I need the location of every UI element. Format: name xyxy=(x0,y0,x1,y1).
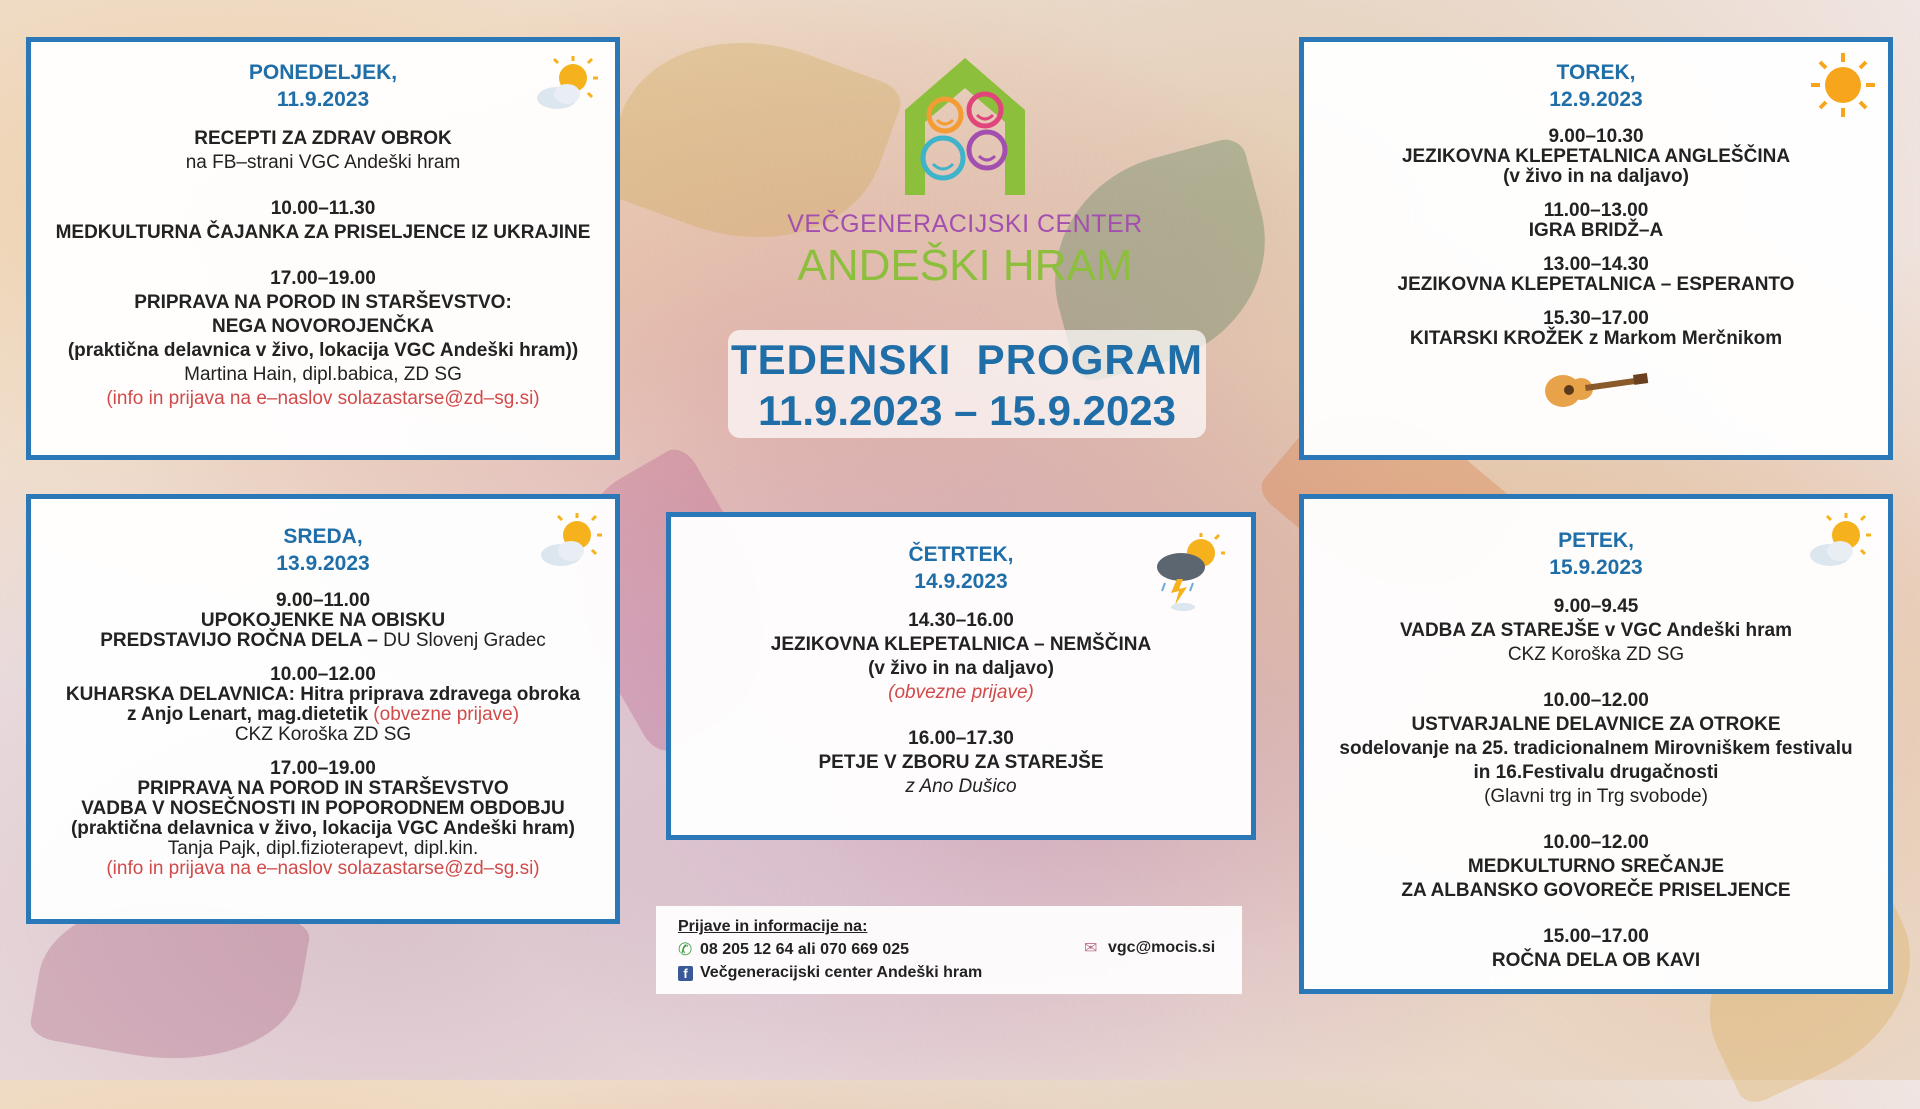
event-title: MEDKULTURNO SREČANJE xyxy=(1467,856,1725,877)
event-title: VADBA ZA STAREJŠE v VGC Andeški hram xyxy=(1399,620,1793,641)
wednesday-card xyxy=(26,494,620,924)
title-dates: 11.9.2023 – 15.9.2023 xyxy=(757,387,1177,434)
event-subtitle: in 16.Festivalu drugačnosti xyxy=(1473,762,1719,783)
event-time: 15.30–17.00 xyxy=(1543,308,1649,329)
event-title: JEZIKOVNA KLEPETALNICA – NEMŠČINA xyxy=(770,634,1152,655)
logo-line2: ANDEŠKI HRAM xyxy=(797,241,1133,290)
contact-heading: Prijave in informacije na: xyxy=(678,918,868,935)
event-time: 10.00–12.00 xyxy=(1543,690,1649,711)
event-title: (praktična delavnica v živo, lokacija VGC Andeški hram)) xyxy=(67,340,579,361)
event-time: 9.00–10.30 xyxy=(1548,126,1644,147)
event-time: 10.00–11.30 xyxy=(270,198,376,219)
event-place: (Glavni trg in Trg svobode) xyxy=(1484,786,1708,807)
event-subtitle: sodelovanje na 25. tradicionalnem Mirovniškem festivalu xyxy=(1339,738,1853,759)
event-time: 9.00–11.00 xyxy=(275,590,371,611)
event-org: CKZ Koroška ZD SG xyxy=(1507,644,1685,665)
event-time: 10.00–12.00 xyxy=(270,664,376,685)
event-title: PETJE V ZBORU ZA STAREJŠE xyxy=(818,752,1104,773)
tuesday-card xyxy=(1299,37,1893,460)
event-title: ROČNA DELA OB KAVI xyxy=(1491,950,1701,971)
event-title: ZA ALBANSKO GOVOREČE PRISELJENCE xyxy=(1401,880,1791,901)
program-title xyxy=(728,330,1206,438)
event-title: USTVARJALNE DELAVNICE ZA OTROKE xyxy=(1411,714,1781,735)
event-info: (info in prijava na e–naslov solazastarse@zd–sg.si) xyxy=(106,388,540,409)
event-time: 10.00–12.00 xyxy=(1543,832,1649,853)
event-note: (obvezne prijave) xyxy=(888,682,1034,703)
contact-box xyxy=(656,906,1242,994)
sun-icon xyxy=(1808,50,1878,127)
event-title: PRIPRAVA NA POROD IN STARŠEVSTVO xyxy=(137,778,509,799)
event-note: (obvezne prijave) xyxy=(368,704,520,725)
day-date: 15.9.2023 xyxy=(1549,556,1643,579)
event-time: 14.30–16.00 xyxy=(908,610,1014,631)
day-name: SREDA, xyxy=(283,525,363,548)
event-title xyxy=(31,705,615,725)
contact-email[interactable]: vgc@mocis.si xyxy=(1108,939,1216,956)
sun-cloud-icon xyxy=(531,54,601,121)
facebook-icon: f xyxy=(678,966,693,981)
title-line1: TEDENSKI PROGRAM xyxy=(730,336,1204,383)
mail-icon: ✉ xyxy=(1084,940,1098,957)
event-info: (info in prijava na e–naslov solazastarse@zd–sg.si) xyxy=(106,858,540,879)
sun-cloud-icon xyxy=(1804,511,1874,578)
day-date: 12.9.2023 xyxy=(1549,88,1643,111)
event-title: (praktična delavnica v živo, lokacija VGC Andeški hram) xyxy=(70,818,576,839)
event-time: 16.00–17.30 xyxy=(908,728,1014,749)
event-title xyxy=(31,631,615,651)
event-time: 13.00–14.30 xyxy=(1543,254,1649,275)
event-subtitle: (v živo in na daljavo) xyxy=(868,658,1054,679)
event-title-part: PREDSTAVIJO ROČNA DELA – xyxy=(100,630,378,651)
contact-email-row xyxy=(1084,938,1215,958)
logo xyxy=(780,50,1150,310)
event-title: NEGA NOVOROJENČKA xyxy=(211,316,435,337)
day-date: 14.9.2023 xyxy=(914,570,1008,593)
event-title: MEDKULTURNA ČAJANKA ZA PRISELJENCE IZ UKRAJINE xyxy=(55,222,591,243)
event-org: DU Slovenj Gradec xyxy=(377,630,546,651)
sun-cloud-icon xyxy=(535,511,605,578)
contact-facebook[interactable]: Večgeneracijski center Andeški hram xyxy=(700,964,983,981)
event-title: KUHARSKA DELAVNICA: Hitra priprava zdravega obroka xyxy=(65,684,581,705)
event-title-part: z Anjo Lenart, mag.dietetik xyxy=(126,704,369,725)
contact-facebook-row xyxy=(678,964,982,982)
thursday-card xyxy=(666,512,1256,840)
event-time: 15.00–17.00 xyxy=(1543,926,1649,947)
day-date: 13.9.2023 xyxy=(276,552,370,575)
storm-sun-icon xyxy=(1153,531,1229,618)
phone-icon: ✆ xyxy=(678,940,693,959)
event-title: UPOKOJENKE NA OBISKU xyxy=(200,610,446,631)
guitar-icon xyxy=(1304,363,1888,420)
event-time: 17.00–19.00 xyxy=(270,758,376,779)
friday-card xyxy=(1299,494,1893,994)
event-time: 9.00–9.45 xyxy=(1553,596,1639,617)
day-name: ČETRTEK, xyxy=(908,543,1014,566)
event-title: JEZIKOVNA KLEPETALNICA ANGLEŠČINA xyxy=(1401,146,1791,167)
event-title: VADBA V NOSEČNOSTI IN POPORODNEM OBDOBJU xyxy=(81,798,565,819)
contact-phone[interactable]: 08 205 12 64 ali 070 669 025 xyxy=(700,941,910,958)
event-subtitle: z Ano Dušico xyxy=(905,776,1017,797)
day-name: PONEDELJEK, xyxy=(248,61,398,84)
day-name: PETEK, xyxy=(1558,529,1634,552)
house-smiley-logo-icon xyxy=(895,50,1035,200)
contact-phone-row xyxy=(678,940,909,960)
event-person: Tanja Pajk, dipl.fizioterapevt, dipl.kin. xyxy=(167,838,479,859)
event-org: CKZ Koroška ZD SG xyxy=(234,724,412,745)
event-subtitle: (v živo in na daljavo) xyxy=(1503,166,1689,187)
event-title: IGRA BRIDŽ–A xyxy=(1528,220,1664,241)
event-subtitle: na FB–strani VGC Andeški hram xyxy=(185,152,461,173)
logo-line1: VEČGENERACIJSKI CENTER xyxy=(787,210,1143,238)
day-name: TOREK, xyxy=(1556,61,1636,84)
event-title: RECEPTI ZA ZDRAV OBROK xyxy=(194,128,452,149)
event-time: 11.00–13.00 xyxy=(1543,200,1649,221)
event-title: KITARSKI KROŽEK z Markom Merčnikom xyxy=(1409,328,1783,349)
event-time: 17.00–19.00 xyxy=(270,268,376,289)
day-date: 11.9.2023 xyxy=(276,88,370,111)
monday-card xyxy=(26,37,620,460)
event-person: Martina Hain, dipl.babica, ZD SG xyxy=(184,364,462,385)
event-title: PRIPRAVA NA POROD IN STARŠEVSTVO: xyxy=(134,292,512,313)
event-title: JEZIKOVNA KLEPETALNICA – ESPERANTO xyxy=(1397,274,1795,295)
